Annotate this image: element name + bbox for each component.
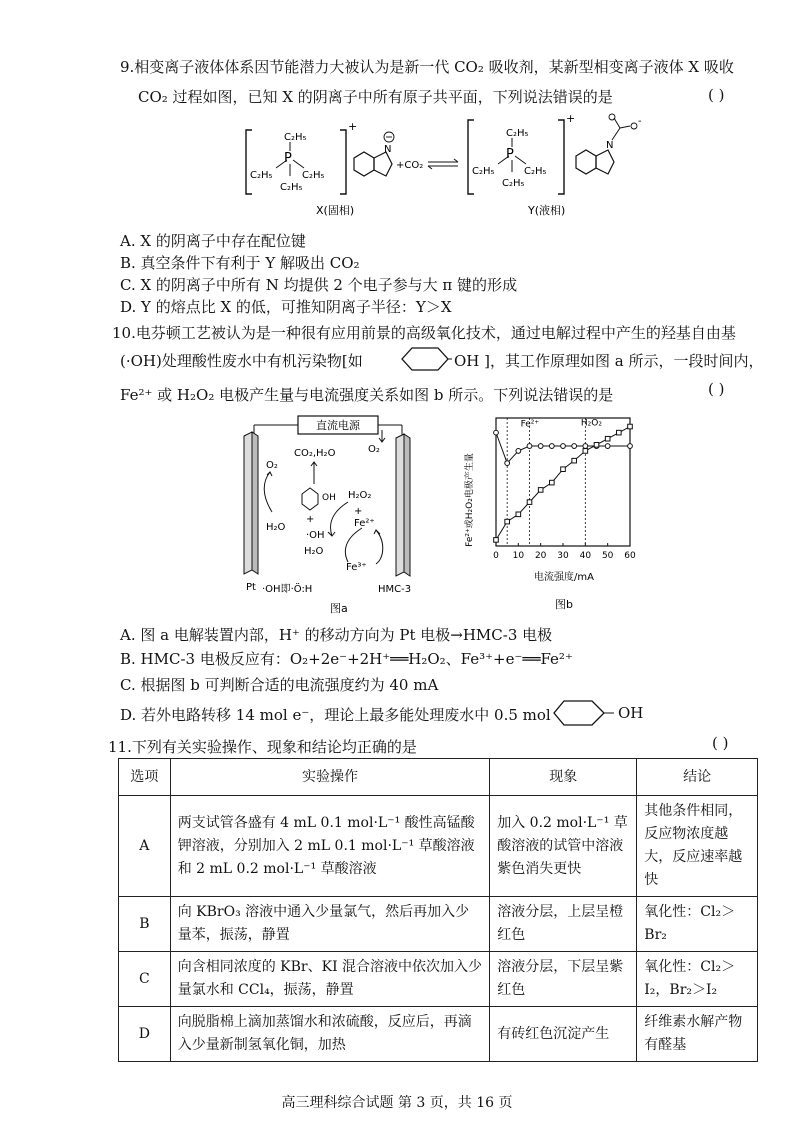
h2o2-label: H₂O₂ [348,490,372,501]
q9-option-c: C. X 的阴离子中所有 N 均提供 2 个电子参与大 π 键的形成 [120,276,518,294]
x-ethyl-right: C₂H₅ [302,170,325,181]
table-header-row [119,759,758,796]
x-label: X(固相) [316,204,355,217]
table-row [119,796,758,897]
series-label-h2o2: H₂O₂ [580,418,602,429]
data-point-circle [505,461,510,466]
q11-stem: 11.下列有关实验操作、现象和结论均正确的是 [108,738,417,756]
pt-label: Pt [246,582,256,593]
svg-text:-: - [638,116,642,127]
q10-stem-line1: 10.电芬顿工艺被认为是一种很有应用前景的高级氧化技术，通过电解过程中产生的羟基自由基 [112,324,736,342]
q11-answer-paren: ( ) [712,734,729,752]
phenol-oh-label: OH [322,493,336,503]
q10-option-c: C. 根据图 b 可判断合适的电流强度约为 40 mA [120,676,439,694]
svg-text:+: + [566,112,576,125]
chart-x-axis-label: 电流强度/mA [534,572,594,583]
row-a-conclusion: 其他条件相同，反应物浓度越大，反应速率越快 [637,796,758,897]
data-point-square [583,449,588,454]
data-point-circle [605,444,610,449]
y-ethyl-right: C₂H₅ [524,166,547,177]
oh-definition: ·OH即·Ö:H [262,584,313,595]
data-point-square [561,467,566,472]
q10-option-d: D. 若外电路转移 14 mol e⁻，理论上最多能处理废水中 0.5 mol [120,706,551,724]
o2-left-label: O₂ [266,460,278,471]
x-tick-label: 60 [624,551,636,561]
data-point-circle [583,444,588,449]
header-option: 选项 [119,759,171,796]
row-b-operation: 向 KBrO₃ 溶液中通入少量氯气，然后再加入少量苯，振荡，静置 [170,897,490,952]
row-b-option: B [119,897,171,952]
q10-option-b: B. HMC-3 电极反应有：O₂+2e⁻+2H⁺══H₂O₂、Fe³⁺+e⁻══Fe²⁺ [120,650,573,668]
q10-answer-paren: ( ) [708,380,725,398]
x-tick-label: 10 [512,551,525,561]
table-row [119,952,758,1007]
x-ethyl-left: C₂H₅ [250,170,273,181]
pt-electrode [244,432,258,574]
h2o-left-label: H₂O [266,522,286,533]
svg-text:+: + [348,120,358,133]
data-point-circle [628,444,633,449]
x-tick-label: 40 [579,551,592,561]
oh-radical-label: ·OH [306,530,325,541]
y-cation [468,112,575,194]
fe3-label: Fe³⁺ [346,562,367,573]
row-c-conclusion: 氧化性：Cl₂＞I₂，Br₂＞I₂ [637,952,758,1007]
data-point-circle [549,444,554,449]
row-c-phenomenon: 溶液分层，下层呈紫红色 [490,952,637,1007]
figure-b-caption: 图b [555,598,573,611]
data-point-circle [527,444,532,449]
data-point-square [617,430,622,435]
phenol-ring-icon-option-d [552,696,616,730]
table-row [119,897,758,952]
x-tick-label: 20 [534,551,547,561]
data-point-circle [516,449,521,454]
data-point-square [538,488,543,493]
header-conclusion: 结论 [637,759,758,796]
x-p-atom: P [284,151,292,166]
q10-stem-line2b: OH ]，其工作原理如图 a 所示，一段时间内， [454,352,764,370]
co2-reactant: +CO₂ [396,160,424,171]
q9-option-d: D. Y 的熔点比 X 的低，可推知阴离子半径：Y＞X [120,298,452,316]
fe2-label: Fe²⁺ [354,518,375,529]
y-anion [576,114,642,174]
row-c-option: C [119,952,171,1007]
row-d-conclusion: 纤维素水解产物有醛基 [637,1007,758,1062]
x-cation [246,120,357,194]
row-a-option: A [119,796,171,897]
data-point-square [550,480,555,485]
x-anion-n: N [384,144,392,155]
data-point-square [605,436,610,441]
q9-stem-line2: CO₂ 过程如图，已知 X 的阴离子中所有原子共平面，下列说法错误的是 [138,88,613,106]
x-ethyl-top: C₂H₅ [284,132,307,143]
q9-stem-line1: 9.相变离子液体体系因节能潜力大被认为是新一代 CO₂ 吸收剂，某新型相变离子液体 X 吸收 [120,58,734,76]
y-anion-n: N [606,140,614,151]
row-c-operation: 向含相同浓度的 KBr、KI 混合溶液中依次加入少量氯水和 CCl₄，振荡，静置 [170,952,490,1007]
x-tick-label: 30 [557,551,569,561]
row-d-option: D [119,1007,171,1062]
data-point-circle [538,444,543,449]
plus-sign-1: + [306,514,315,525]
figure-a-electrolysis [236,412,448,618]
data-point-circle [572,444,577,449]
row-a-phenomenon: 加入 0.2 mol·L⁻¹ 草酸溶液的试管中溶液紫色消失更快 [490,796,637,897]
header-operation: 实验操作 [170,759,490,796]
row-b-conclusion: 氧化性：Cl₂＞Br₂ [637,897,758,952]
data-point-square [594,443,599,448]
hmc3-label: HMC-3 [378,584,412,595]
y-ethyl-left: C₂H₅ [472,166,495,177]
page-footer: 高三理科综合试题 第 3 页，共 16 页 [281,1095,513,1111]
y-p-atom: P [506,147,514,162]
data-point-square [628,424,633,429]
data-point-square [516,512,521,517]
o2-right-label: O₂ [368,444,380,455]
y-ethyl-top: C₂H₅ [506,128,529,139]
hmc3-electrode [396,434,410,576]
power-source-label: 直流电源 [316,419,360,432]
data-point-circle [561,444,566,449]
x-anion [344,130,394,194]
data-point-square [572,458,577,463]
q10-option-a: A. 图 a 电解装置内部，H⁺ 的移动方向为 Pt 电极→HMC-3 电极 [120,626,553,644]
row-d-phenomenon: 有砖红色沉淀产生 [490,1007,637,1062]
data-point-square [527,500,532,505]
h2o-mid-label: H₂O [304,546,324,557]
x-ethyl-bottom: C₂H₅ [280,182,303,193]
figure-b-chart [462,410,642,618]
q10-stem-line3: Fe²⁺ 或 H₂O₂ 电极产生量与电流强度关系如图 b 所示。下列说法错误的是 [120,386,614,404]
row-d-operation: 向脱脂棉上滴加蒸馏水和浓硫酸，反应后，再滴入少量新制氢氧化铜，加热 [170,1007,490,1062]
data-point-circle [494,430,499,435]
q9-option-b: B. 真空条件下有利于 Y 解吸出 CO₂ [120,254,360,272]
row-a-operation: 两支试管各盛有 4 mL 0.1 mol·L⁻¹ 酸性高锰酸钾溶液，分别加入 2 mL 0.1 mol·L⁻¹ 草酸溶液和 2 mL 0.2 mol·L⁻¹ 草酸溶液 [170,796,490,897]
plus-sign-2: + [354,506,363,517]
header-phenomenon: 现象 [490,759,637,796]
y-ethyl-bottom: C₂H₅ [502,178,525,189]
y-label: Y(液相) [528,204,566,217]
x-tick-label: 0 [493,551,499,561]
phenol-ring-icon [398,342,452,376]
q9-reaction-scheme [236,112,756,222]
equilibrium-arrow [428,159,458,169]
co2-h2o-label: CO₂,H₂O [294,448,336,459]
data-point-square [505,519,510,524]
figure-a-caption: 图a [330,602,348,615]
table-row [119,1007,758,1062]
experiment-table [118,758,758,1062]
x-tick-label: 50 [601,551,614,561]
q9-answer-paren: ( ) [708,86,725,104]
chart-y-axis-label: Fe²⁺或H₂O₂电极产生量 [465,453,475,547]
data-point-square [494,538,499,543]
row-b-phenomenon: 溶液分层，上层呈橙红色 [490,897,637,952]
q10-option-d-oh: OH [618,704,644,722]
q10-stem-line2a: (·OH)处理酸性废水中有机污染物[如 [120,352,363,370]
series-label-fe2: Fe²⁺ [520,419,540,430]
q9-option-a: A. X 的阴离子中存在配位键 [120,232,306,250]
